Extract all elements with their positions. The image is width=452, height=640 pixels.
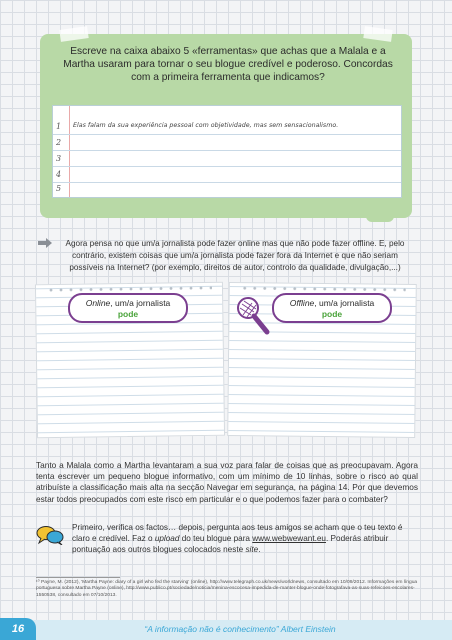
fact-check-paragraph: [72, 522, 416, 556]
tape-decoration: [59, 26, 88, 42]
arrow-right-icon: [38, 238, 52, 248]
microphone-icon: [236, 296, 272, 336]
bubble-green-word: pode: [117, 308, 139, 319]
answer-row[interactable]: [53, 168, 401, 183]
offline-bubble: [272, 293, 392, 323]
instruction-text: Escreve na caixa abaixo 5 «ferramentas» que achas que a Malala e a Martha usaram para tornar o seu blogue credível e poderoso. Concordas com a primeira ferramenta que indicamos?: [63, 46, 393, 83]
card-tab-decoration: [366, 210, 394, 222]
para4-part: . Poderás atribuir pontuação aos outros blogues colocados neste: [72, 534, 389, 555]
bubble-label-rest: , um/a jornalista: [110, 298, 171, 308]
answer-row[interactable]: [53, 182, 401, 197]
bubble-green-word: pode: [321, 308, 343, 319]
tape-decoration: [363, 26, 392, 42]
row-number: 2: [56, 138, 62, 147]
answer-row[interactable]: [53, 136, 401, 151]
offline-label: Offline: [289, 298, 315, 308]
chat-bubbles-icon: [36, 525, 64, 545]
answer-lines-box[interactable]: [52, 105, 402, 198]
footer-quote: “A informação não é conhecimento” Albert Einstein: [144, 624, 336, 634]
upload-word: upload: [154, 534, 180, 544]
row-number: 4: [56, 170, 62, 179]
spiral-holes: [240, 286, 406, 292]
online-offline-prompt: Agora pensa no que um/a jornalista pode fazer online mas que não pode fazer offline. E, pelo contrário, existem coisas que um/a jornalista pode fazer fora da Internet e que não seriam possíveis na Internet? (por exemplo, direitos de autor, controlo da qualidade, divulgação,...): [65, 239, 405, 272]
row-number: 3: [56, 154, 62, 163]
para4-part: do teu blogue para: [179, 534, 253, 544]
row-number: 5: [56, 184, 62, 193]
footnote-text: ¹⁰ Payne, M. (2012), 'Martha Payne: diary of a girl who fed the starving' (online), http://www.telegraph.co.uk/news/worldnews, consultado em 10/09/2012. Informações em língua portuguesa sobre Martha Payne (online), http://www.publico.pt/sociedade/noticia/menina-escocesa-impedida-de-manter-blogue-onde-fotografava-as-suas-refeicoes-escolares-1550538, consultado em 07/10/2013.: [36, 580, 418, 598]
row-answer: Elas falam da sua experiência pessoal com objetividade, mas sem sensacionalismo.: [73, 122, 339, 129]
para4-part: Primeiro, verifica os factos… depois, pergunta aos teus amigos se acham que o teu texto é claro e credível. Faz o: [72, 523, 403, 544]
answer-row[interactable]: [53, 152, 401, 167]
webwewant-link[interactable]: www.webwewant.eu: [252, 534, 326, 544]
online-label: Online: [85, 298, 111, 308]
page-number: 16: [0, 618, 36, 640]
row-number: 1: [56, 122, 62, 131]
bubble-label-rest: , um/a jornalista: [314, 298, 375, 308]
footnote-divider: [36, 577, 120, 578]
para4-part: .: [258, 545, 261, 555]
blog-task-paragraph: Tanto a Malala como a Martha levantaram a sua voz para falar de coisas que as preocupavam. Agora tenta escrever um pequeno blogue informativo, com um mínimo de 10 linhas, sobre o risco ao qual atribuíste a classificação mais alta na secção Navegar em segurança, na página 14. Por que devemos estar todos preocupados com este risco em particular e o que podemos fazer para o combater?: [36, 460, 418, 504]
online-bubble: [68, 293, 188, 323]
answer-row[interactable]: [53, 120, 401, 135]
site-word: site: [245, 545, 259, 555]
spiral-holes: [46, 286, 212, 292]
